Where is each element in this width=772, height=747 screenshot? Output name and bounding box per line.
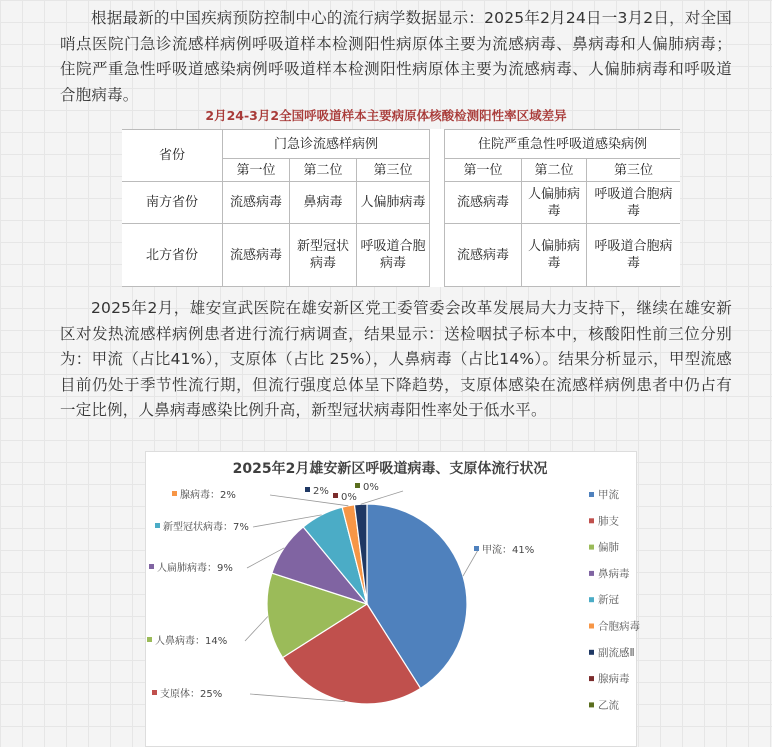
pathogen-cell: 呼吸道合胞病毒 <box>587 182 681 224</box>
data-label-marker <box>172 491 177 496</box>
pathogen-cell: 新型冠状病毒 <box>290 224 357 287</box>
legend-swatch <box>589 624 594 629</box>
legend-entry: 腺病毒 <box>598 673 630 686</box>
legend-entry: 鼻病毒 <box>598 567 630 580</box>
legend-swatch <box>589 676 594 681</box>
pie-data-label: 0% <box>363 482 379 493</box>
pie-data-label: 甲流：41% <box>482 545 535 556</box>
survey-paragraph: 2025年2月，雄安宣武医院在雄安新区党工委管委会改革发展局大力支持下，继续在雄安新区对发热流感样病例患者进行流行病调查，结果显示：送检咽拭子标本中，核酸阳性前三位分别为：甲流（占比41%），支原体（占比 25%），人鼻病毒（占比14%）。结果分析显示，甲型流感目前仍处于季节性流行期，但流行强度总体呈下降趋势，支原体感染在流感样病例患者中仍占有一定比例，人鼻病毒感染比例升高，新型冠状病毒阳性率处于低水平。 <box>60 299 732 419</box>
legend-entry: 肺支 <box>598 515 619 528</box>
rank-cell: 第二位 <box>522 159 587 182</box>
data-label-marker <box>155 523 160 528</box>
pathogen-cell: 鼻病毒 <box>290 182 357 224</box>
pathogen-cell: 流感病毒 <box>223 182 290 224</box>
pie-leader-line <box>463 550 478 576</box>
chart-title: 2025年2月雄安新区呼吸道病毒、支原体流行状况 <box>232 461 548 477</box>
pathogen-cell: 流感病毒 <box>445 224 522 287</box>
header-province: 省份 <box>122 130 223 182</box>
pie-data-label: 人鼻病毒：14% <box>155 636 228 647</box>
pie-data-label: 2% <box>313 486 329 497</box>
data-label-marker <box>333 493 338 498</box>
data-label-marker <box>305 487 310 492</box>
header-inpatient: 住院严重急性呼吸道感染病例 <box>445 130 681 159</box>
region-cell: 南方省份 <box>122 182 223 224</box>
table-title: 2月24-3月2全国呼吸道样本主要病原体核酸检测阳性率区域差异 <box>205 108 567 123</box>
pathogen-cell: 人偏肺病毒 <box>522 182 587 224</box>
pathogen-cell: 人偏肺病毒 <box>357 182 430 224</box>
legend-entry: 偏肺 <box>598 541 619 554</box>
rank-cell: 第二位 <box>290 159 357 182</box>
pathogen-cell: 人偏肺病毒 <box>522 224 587 287</box>
region-cell: 北方省份 <box>122 224 223 287</box>
rank-cell: 第三位 <box>357 159 430 182</box>
header-outpatient: 门急诊流感样病例 <box>223 130 430 159</box>
pie-data-label: 人扁肺病毒：9% <box>157 563 233 574</box>
pathogen-cell: 流感病毒 <box>223 224 290 287</box>
legend-swatch <box>589 571 594 576</box>
legend-swatch <box>589 650 594 655</box>
pie-leader-line <box>245 617 268 642</box>
pie-data-label: 腺病毒：2% <box>180 490 236 501</box>
pie-data-label: 新型冠状病毒：7% <box>163 522 249 533</box>
pie-data-label: 支原体：25% <box>160 689 223 700</box>
legend-entry: 副流感Ⅱ <box>598 646 635 659</box>
rank-cell: 第一位 <box>223 159 290 182</box>
legend-entry: 甲流 <box>598 489 619 501</box>
data-label-marker <box>474 546 479 551</box>
data-label-marker <box>355 483 360 488</box>
pathogen-cell: 流感病毒 <box>445 182 522 224</box>
pathogen-cell: 呼吸道合胞病毒 <box>357 224 430 287</box>
pie-data-label: 0% <box>341 492 357 503</box>
data-label-marker <box>149 564 154 569</box>
legend-entry: 合胞病毒 <box>598 620 640 633</box>
legend-swatch <box>589 518 594 523</box>
data-label-marker <box>147 637 152 642</box>
rank-cell: 第一位 <box>445 159 522 182</box>
rank-cell: 第三位 <box>587 159 681 182</box>
data-label-marker <box>152 690 157 695</box>
legend-swatch <box>589 545 594 550</box>
legend-swatch <box>589 597 594 602</box>
intro-paragraph: 根据最新的中国疾病预防控制中心的流行病学数据显示：2025年2月24日一3月2日，对全国哨点医院门急诊流感样病例呼吸道样本检测阳性病原体主要为流感病毒、鼻病毒和人偏肺病毒；住院严重急性呼吸道感染病例呼吸道样本检测阳性病原体主要为流感病毒、人偏肺病毒和呼吸道合胞病毒。 <box>60 9 732 104</box>
pathogen-cell: 呼吸道合胞病毒 <box>587 224 681 287</box>
legend-swatch <box>589 702 594 707</box>
legend-swatch <box>589 492 594 497</box>
legend-entry: 新冠 <box>598 594 619 607</box>
legend-entry: 乙流 <box>598 699 619 712</box>
